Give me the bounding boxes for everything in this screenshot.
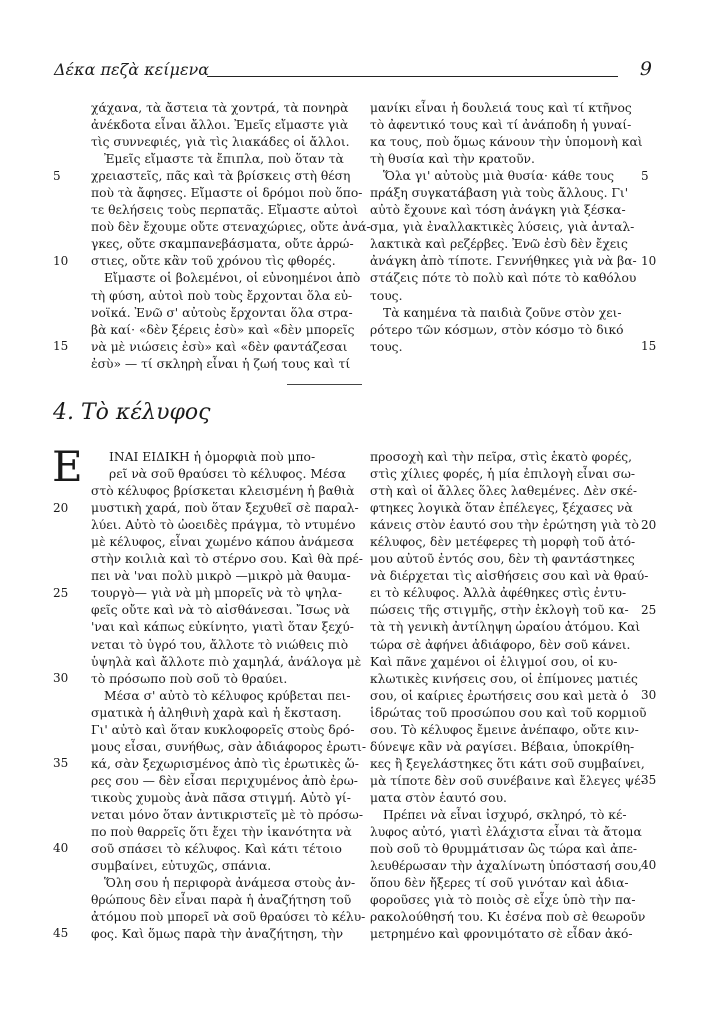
text-line: σου. Τὸ κέλυφος ἔμεινε ἀνέπαφο, οὔτε κιν- (370, 722, 639, 737)
text-line: στάζεις πότε τὸ πολὺ καὶ πότε τὸ καθόλου (370, 271, 637, 286)
text-line: ἀνάγκη ἀπὸ τίποτε. Γεννήθηκες γιὰ νὰ βα- (370, 254, 637, 269)
text-line: ἀνέκδοτα εἶναι ἄλλοι. Ἐμεῖς εἴμαστε γιὰ (91, 118, 349, 133)
line-number: 45 (53, 926, 69, 940)
text-line: Μέσα σ' αὐτὸ τὸ κέλυφος κρύβεται πει- (104, 688, 351, 703)
text-line: μετρημένο καὶ φρονιμότατο σὲ εἶδαν ἀκό- (370, 927, 633, 942)
text-line: μανίκι εἶναι ἡ δουλειά τους καὶ τί κτῆνος (370, 101, 632, 115)
line-number: 10 (53, 254, 69, 268)
text-line: στὴ καὶ οἱ ἄλλες ὅλες λαθεμένες. Δὲν σκέ- (370, 484, 638, 499)
text-line: πει νὰ 'ναι πολὺ μικρὸ —μικρὸ μὰ θαυμα- (91, 569, 351, 584)
text-line: μου αὐτοῦ ἐντός σου, δὲν τὴ φαντάστηκες (370, 552, 635, 567)
text-line: συμβαίνει, εὐτυχῶς, σπάνια. (91, 859, 272, 874)
text-line: ἱδρώτας τοῦ προσώπου σου καὶ τοῦ κορμιοῦ (370, 705, 647, 720)
text-line: κά, σὰν ξεχωρισμένος ἀπὸ τὶς ἐρωτικὲς ὥ- (91, 756, 359, 771)
text-line: μους εἶσαι, συνήθως, σὰν ἀδιάφορος ἐρωτι- (91, 739, 367, 754)
section-left-column (91, 449, 367, 943)
text-line: χάχανα, τὰ ἄστεια τὰ χοντρά, τὰ πονηρὰ (91, 101, 349, 115)
running-title: Δέκα πεζὰ κείμενα (54, 60, 210, 79)
text-line: τους. (370, 339, 403, 354)
text-line: σου, οἱ καίριες ἐρωτήσεις σου καὶ μετὰ ὁ (370, 688, 629, 703)
running-header (54, 60, 654, 82)
text-line: λακτικὰ καὶ ρεζέρβες. Ἐνῶ ἐσὺ δὲν ἔχεις (370, 237, 628, 252)
line-number: 25 (53, 586, 69, 600)
text-line: στὴν κοιλιὰ καὶ τὸ στέρνο σου. Καὶ θὰ πρέ- (91, 552, 363, 567)
text-line: Ἐμεῖς εἴμαστε τὰ ἔπιπλα, ποὺ ὅταν τὰ (104, 152, 344, 167)
text-line: ἀτόμου ποὺ μπορεῖ νὰ σοῦ θραύσει τὸ κέλυ- (91, 910, 366, 925)
text-line: ὅπου δὲν ἤξερες τί σοῦ γινόταν καὶ ἀδια- (370, 876, 629, 891)
line-number: 35 (53, 756, 69, 770)
line-number: 15 (641, 339, 657, 353)
text-line: στιες, οὔτε κἂν τοῦ χρόνου τὶς φθορές. (91, 254, 336, 269)
text-line: μὲ κέλυφος, εἶναι χωμένο κάπου ἀνάμεσα (91, 535, 354, 550)
text-line: πο ποὺ θαρρεῖς ὅτι ἔχει τὴν ἱκανότητα νὰ (91, 825, 352, 840)
text-line: κέλυφος, δὲν μετέφερες τὴ μορφὴ τοῦ ἀτό- (370, 535, 636, 550)
line-number: 20 (53, 501, 69, 515)
line-number: 5 (641, 169, 649, 183)
text-line: τικοὺς χυμοὺς ἀνὰ πᾶσα στιγμή. Αὐτὸ γί- (91, 790, 351, 805)
text-line: σοῦ σπάσει τὸ κέλυφος. Καὶ κάτι τέτοιο (91, 842, 342, 857)
line-number: 5 (53, 169, 61, 183)
text-line: Πρέπει νὰ εἶναι ἰσχυρό, σκληρό, τὸ κέ- (383, 807, 627, 822)
text-line: προσοχὴ καὶ τὴν πεῖρα, στὶς ἑκατὸ φορές, (370, 450, 633, 464)
text-line: θρώπους δὲν εἶναι παρὰ ἡ ἀναζήτηση τοῦ (91, 893, 352, 908)
text-line: ρακολούθησή του. Κι ἐσένα ποὺ σὲ θεωροῦν (370, 910, 646, 925)
text-line: λυφος αὐτό, γιατὶ ἐλάχιστα εἶναι τὰ ἄτομα (370, 825, 642, 840)
page-number: 9 (639, 58, 652, 80)
text-line: ρεῖ νὰ σοῦ θραύσει τὸ κέλυφος. Μέσα (109, 467, 346, 482)
text-line: τουργὸ— γιὰ νὰ μὴ μπορεῖς νὰ τὸ ψηλα- (91, 586, 342, 601)
line-number: 20 (641, 518, 657, 532)
text-line: μυστικὴ χαρά, ποὺ ὅταν ξεχυθεῖ σὲ παραλ- (91, 501, 359, 516)
text-line: Εἴμαστε οἱ βολεμένοι, οἱ εὐνοημένοι ἀπὸ (104, 271, 361, 286)
text-line: κα τους, ποὺ ὅμως κάνουν τὴν ὑπομονὴ καὶ (370, 135, 643, 150)
text-line: σμα, γιὰ ἐναλλακτικὲς λύσεις, γιὰ ἀνταλ- (370, 220, 635, 235)
text-line: τὴ θυσία καὶ τὴν κρατοῦν. (370, 152, 535, 167)
text-line: φος. Καὶ ὅμως παρὰ τὴν ἀναζήτηση, τὴν (91, 927, 344, 942)
text-line: γκες, οὔτε σκαμπανεβάσματα, οὔτε ἀρρώ- (91, 237, 354, 252)
header-rule (207, 76, 618, 77)
line-number: 40 (53, 841, 69, 855)
line-number: 40 (641, 858, 657, 872)
text-line: Γι' αὐτὸ καὶ ὅταν κυκλοφορεῖς στοὺς δρό- (91, 722, 355, 737)
text-line: στὶς χίλιες φορές, ἡ μία ἐπιλογὴ εἶναι σω- (370, 467, 636, 482)
text-line: πράξη συγκατάβαση γιὰ τοὺς ἄλλους. Γι' (370, 186, 629, 201)
text-line: βὰ καί· «δὲν ξέρεις ἐσὺ» καὶ «δὲν μπορεῖς (91, 322, 355, 337)
text-line: φοροῦσες γιὰ τὸ ποιὸς σὲ εἶχε ὑπὸ τὴν πα- (370, 893, 636, 908)
top-right-column (370, 100, 643, 356)
text-line: σματικὰ ἡ ἀληθινὴ χαρὰ καὶ ἡ ἔκσταση. (91, 705, 342, 720)
line-number: 15 (53, 339, 69, 353)
text-line: φεῖς οὔτε καὶ νὰ τὸ αἰσθάνεσαι. Ἴσως νὰ (91, 603, 350, 618)
text-line: ποὺ τὰ ἄφησες. Εἴμαστε οἱ δρόμοι ποὺ ὅπο- (91, 186, 363, 201)
text-line: Τὰ καημένα τὰ παιδιὰ ζοῦνε στὸν χει- (383, 305, 622, 320)
line-number: 30 (641, 688, 657, 702)
text-line: τὶς συννεφιές, γιὰ τὶς λιακάδες οἱ ἄλλοι. (91, 135, 350, 150)
section-title: 4. Τὸ κέλυφος (53, 400, 211, 425)
text-line: τὴ φύση, αὐτοὶ ποὺ τοὺς ἔρχονται ὅλα εὐ- (91, 288, 353, 303)
text-line: λευθέρωσαν τὴν ἀχαλίνωτη ὑπόστασή σου, (370, 859, 642, 874)
text-line: δύνεψε κἂν νὰ ραγίσει. Βέβαια, ὑποκρίθη- (370, 739, 635, 754)
text-line: ποὺ σοῦ τὸ θρυμμάτισαν ὣς τώρα καὶ ἀπε- (370, 842, 637, 857)
text-line: νὰ μὲ νιώσεις ἐσὺ» καὶ «δὲν φαντάζεσαι (91, 339, 348, 354)
text-line: ματα στὸν ἑαυτό σου. (370, 790, 507, 805)
text-line: Ὅλα γι' αὐτοὺς μιὰ θυσία· κάθε τους (383, 169, 615, 184)
text-line: 'ναι καὶ κάπως εὐκίνητο, γιατὶ ὅταν ξεχύ- (91, 620, 354, 635)
top-left-column (91, 100, 371, 373)
text-line: πώσεις τῆς στιγμῆς, στὴν ἐκλογὴ τοῦ κα- (370, 603, 629, 618)
text-line: φτηκες λογικὰ ὅταν ἐπέλεγες, ξέχασες νὰ (370, 501, 633, 516)
text-line: νεται μόνο ὅταν ἀντικριστεῖς μὲ τὸ πρόσω- (91, 807, 363, 822)
text-line: τὸ ἀφεντικό τους καὶ τί ἀνάποδη ἡ γυναί- (370, 118, 632, 133)
text-line: κλωτικὲς κινήσεις σου, οἱ ἐπίμονες ματιές (370, 671, 638, 686)
text-line: κάνεις στὸν ἑαυτό σου τὴν ἐρώτηση γιὰ τὸ (370, 518, 639, 533)
text-line: ποὺ δὲν ἔχουμε οὔτε στεναχώριες, οὔτε ἀνά- (91, 220, 371, 235)
text-line: ἐσὺ» — τί σκληρὴ εἶναι ἡ ζωή τους καὶ τί (91, 356, 351, 371)
text-line: ρότερο τῶν κόσμων, στὸν κόσμο τὸ δικό (370, 322, 624, 337)
text-line: τώρα σὲ ἀφήνει ἀδιάφορο, δὲν σοῦ κάνει. (370, 637, 631, 652)
text-line: μὰ τίποτε δὲν σοῦ συνέβαινε καὶ ἔλεγες ψέ- (370, 773, 645, 788)
text-line: Ὅλη σου ἡ περιφορὰ ἀνάμεσα στοὺς ἀν- (104, 876, 356, 891)
text-line: νὰ διέρχεται τὶς αἰσθήσεις σου καὶ νὰ θραύ- (370, 569, 649, 584)
text-line: ὑψηλὰ καὶ ἄλλοτε πιὸ χαμηλά, ἀνάλογα μὲ (91, 654, 362, 669)
text-line: νεται τὸ ὑγρό του, ἄλλοτε τὸ νιώθεις πιὸ (91, 637, 349, 652)
line-number: 30 (53, 671, 69, 685)
text-line: νοϊκά. Ἐνῶ σ' αὐτοὺς ἔρχονται ὅλα στρα- (91, 305, 353, 320)
text-line: κες ἢ ξεγελάστηκες ὅτι κάτι σοῦ συμβαίνει, (370, 756, 645, 771)
text-line: αὐτὸ ἔχουνε καὶ τόση ἀνάγκη γιὰ ξέσκα- (370, 203, 626, 218)
text-line: λύει. Αὐτὸ τὸ ὠοειδὲς πράγμα, τὸ ντυμένο (91, 518, 356, 533)
line-number: 25 (641, 603, 657, 617)
drop-cap: Ε (52, 442, 83, 491)
text-line: ει τὸ κέλυφος. Ἀλλὰ ἀφέθηκες στὶς ἐντυ- (370, 586, 627, 601)
text-line: ΙΝΑΙ ΕΙΔΙΚΗ ἡ ὁμορφιὰ ποὺ μπο- (109, 450, 316, 464)
line-number: 35 (641, 773, 657, 787)
text-line: ρες σου — δὲν εἶσαι περιχυμένος ἀπὸ ἐρω- (91, 773, 358, 788)
text-line: τε θελήσεις τοὺς περπατᾶς. Εἴμαστε αὐτοὶ (91, 203, 359, 218)
line-number: 10 (641, 254, 657, 268)
text-line: τὰ τὴ γενικὴ ἀντίληψη ὡραίου ἀτόμου. Καὶ (370, 620, 641, 635)
text-line: τὸ πρόσωπο ποὺ σοῦ τὸ θραύει. (91, 671, 288, 686)
text-line: Καὶ πᾶνε χαμένοι οἱ ἑλιγμοί σου, οἱ κυ- (370, 654, 618, 669)
text-line: στὸ κέλυφος βρίσκεται κλεισμένη ἡ βαθιὰ (91, 484, 355, 499)
text-line: τους. (370, 288, 403, 303)
section-separator (287, 384, 362, 385)
text-line: χρειαστεῖς, πᾶς καὶ τὰ βρίσκεις στὴ θέση (91, 169, 351, 184)
